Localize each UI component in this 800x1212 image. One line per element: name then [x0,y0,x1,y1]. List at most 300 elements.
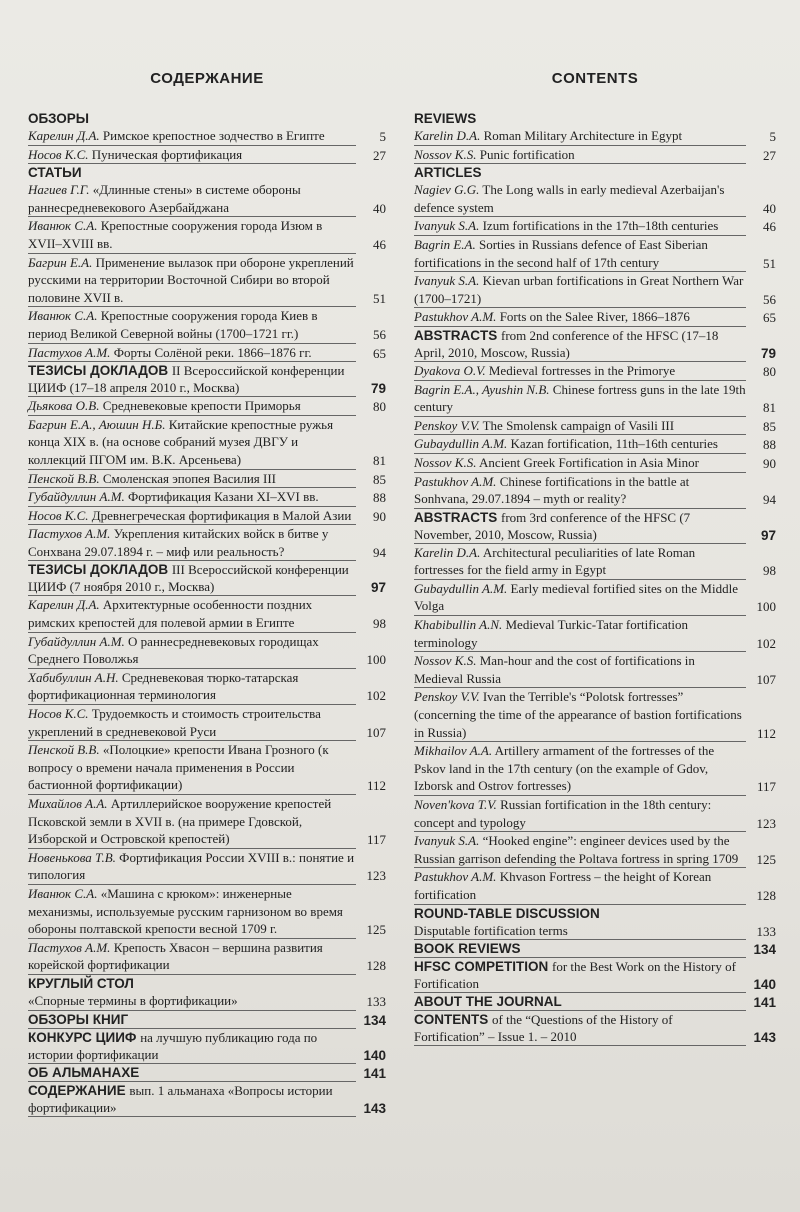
entry-title: Крепостные сооружения города Изюм в XVII–XVIII вв. [28,218,323,251]
entry-author: Penskoy V.V. [414,689,480,705]
entry-text [28,488,356,507]
entry-title: Смоленская эпопея Василия III [102,470,277,486]
entry-author: Багрин Е.А. [28,254,93,270]
section-subtitle: of the “Questions of the History of Fortification” – Issue 1. – 2010 [414,1012,673,1045]
entry-author: Gubaydullin A.M. [414,580,508,596]
entry-title: Chinese fortifications in the battle at Sonhvana, 29.07.1894 – myth or reality? [414,473,690,507]
section-title: КРУГЛЫЙ СТОЛ [28,975,134,991]
page-number: 88 [763,437,776,453]
entry-author: Bagrin E.A. [414,236,476,252]
entry-title: Архитектурные особенности поздних римских крепостей для полевой армии в Египте [28,597,313,631]
entry-text [414,327,746,362]
section-title: ROUND-TABLE DISCUSSION [414,905,600,921]
entry-text [414,993,746,1011]
entry-text [28,164,386,181]
entry-text [28,561,356,596]
entry-title: О раннесредневековых городищах Среднего Поволжья [28,633,319,667]
entry-title: Sorties in Russians defence of East Siberian fortifications in the second half of 17th century [414,236,708,270]
entry-text [414,796,746,832]
entry-title: Medieval Turkic-Tatar fortification terminology [414,617,688,650]
section-heading [28,1011,386,1029]
entry-text [28,596,356,632]
entry-author: Karelin D.A. [414,128,481,143]
page-number: 85 [763,418,776,434]
toc-entry [28,669,386,705]
toc-entry [28,146,386,165]
page-number: 51 [763,255,776,271]
entry-title: The Long walls in early medieval Azerbaijan's defence system [414,182,725,215]
entry-title: Средневековая тюрко-татарская фортификационная терминология [28,669,299,703]
entry-text [414,127,746,146]
section-heading [28,1029,386,1064]
toc-entry [28,741,386,795]
entry-text [414,217,746,236]
entry-text [414,473,746,509]
entry-title: Kievan urban fortifications in Great Northern War (1700–1721) [414,273,744,306]
page-number: 125 [366,922,386,938]
entry-title: Средневековые крепости Приморья [102,398,301,414]
entry-text [414,922,746,941]
page-number: 46 [373,236,386,252]
page-number: 80 [373,399,386,415]
entry-title: Римское крепостное зодчество в Египте [102,128,325,143]
page-number: 133 [756,923,776,939]
toc-entry [414,362,776,381]
toc-entry [28,939,386,975]
section-subtitle: from 3rd conference of the HFSC (7 November, 2010, Moscow, Russia) [414,509,691,542]
section-heading [28,362,386,397]
page-number: 128 [756,887,776,903]
entry-title: Крепостные сооружения города Киев в период Великой Северной войны (1700–1721 гг.) [28,308,318,341]
page-number: 90 [763,455,776,471]
section-heading [414,327,776,362]
entry-text [414,272,746,308]
entry-text [28,146,356,165]
page-number: 100 [756,599,776,615]
entry-text [414,688,746,742]
page-number: 140 [363,1047,386,1063]
page-number: 85 [373,471,386,487]
entry-author: Михайлов А.А. [28,796,108,811]
page-number: 81 [763,400,776,416]
page-number: 97 [370,580,386,596]
page-number: 94 [373,544,386,560]
section-heading [28,110,386,127]
toc-entry [28,525,386,561]
page-number: 112 [366,778,386,794]
toc-entry [28,633,386,669]
page-number: 107 [756,671,776,687]
section-subtitle: III Всероссийской конференции ЦИИФ (7 ноября 2010 г., Москва) [28,562,349,595]
entry-text [28,416,356,470]
entry-title: “Hooked engine”: engineer devices used by the Russian garrison defending the Poltava fortress in spring 1709 [414,833,739,866]
entry-text [28,1011,356,1029]
section-heading [28,1082,386,1117]
toc-entry [28,596,386,632]
entry-title: Пуническая фортификация [91,146,243,162]
entry-text [28,795,356,849]
entry-author: Пенской В.В. [28,470,100,486]
entry-text [28,1064,356,1082]
entry-text [414,580,746,616]
section-title: ОБЗОРЫ [28,111,90,126]
entry-text [414,832,746,868]
section-heading [414,993,776,1011]
entry-title: Ancient Greek Fortification in Asia Minor [479,454,699,470]
toc-entry [414,832,776,868]
entry-title: Китайские крепостные ружья конца XIX в. (на основе собраний музея ДВГУ и коллекций ПГОМ им. В.К. Арсеньева) [28,416,334,467]
entry-author: Иванюк С.А. [28,218,98,234]
toc-entry [414,742,776,796]
entry-text [28,849,356,885]
section-title: BOOK REVIEWS [414,941,521,957]
entry-text [28,885,356,939]
toc-entry [28,885,386,939]
page-number: 79 [370,381,386,397]
entry-author: Pastukhov A.M. [414,869,497,885]
entry-text [414,110,776,127]
toc-entry [28,849,386,885]
page-number: 65 [763,310,776,326]
contents-column-english [414,70,776,1046]
page-number: 100 [366,652,386,668]
toc-entry [414,580,776,616]
toc-entry [28,127,386,146]
page-number: 133 [366,993,386,1009]
entry-title: Punic fortification [479,146,575,162]
toc-entry [28,344,386,363]
entry-text [414,308,746,327]
toc-entry [28,307,386,343]
section-title: СОДЕРЖАНИЕ [28,1082,126,1098]
entry-text [28,470,356,489]
section-heading [414,1011,776,1046]
entry-author: Gubaydullin A.M. [414,436,508,452]
entry-author: Ivanyuk S.A. [414,273,480,289]
toc-entry [28,488,386,507]
page-number: 56 [763,291,776,307]
toc-entry [414,544,776,580]
entry-author: Nossov K.S. [414,146,477,162]
entry-text [28,939,356,975]
section-subtitle: II Всероссийской конференции ЦИИФ (17–18 апреля 2010 г., Москва) [28,363,345,396]
entry-author: Nossov K.S. [414,653,477,669]
page-number: 40 [373,200,386,216]
section-heading [414,958,776,993]
page-number: 143 [753,1030,776,1046]
section-title: ABSTRACTS [414,509,498,525]
entry-text [414,544,746,580]
entry-author: Karelin D.A. [414,544,481,560]
entry-author: Губайдуллин А.М. [28,489,125,505]
entry-title: Russian fortification in the 18th century: concept and typology [414,797,712,830]
toc-entry [28,992,386,1011]
page-number: 141 [753,995,776,1011]
section-title: ОБ АЛЬМАНАХЕ [28,1064,140,1080]
entry-title: Medieval fortresses in the Primorye [488,362,676,378]
entry-title: Artillery armament of the fortresses of the Pskov land in the 17th century (on the example of Gdov, Izborsk and Ostrov fortresses) [414,743,715,794]
entry-title: Architectural peculiarities of late Roman fortresses for the field army in Egypt [414,544,696,578]
entry-text [28,254,356,308]
section-title: CONTENTS [414,1012,489,1028]
toc-entry [414,381,776,417]
toc-entry [414,652,776,688]
entry-text [414,940,746,958]
entry-text [414,146,746,165]
entry-title: Древнегреческая фортификация в Малой Азии [91,507,352,523]
entry-text [414,616,746,652]
page-number: 143 [363,1100,386,1116]
entry-author: Дьякова О.В. [28,398,100,414]
entry-text [414,454,746,473]
entry-title: Forts on the Salee River, 1866–1876 [499,309,690,325]
page-number: 123 [756,815,776,831]
section-heading [414,940,776,958]
entry-text [28,110,386,127]
entry-title: «Машина с крюком»: инженерные механизмы, используемые русским гарнизоном во время обороны полтавской крепости весной 1709 г. [28,885,343,937]
entry-title: The Smolensk campaign of Vasili III [482,417,675,433]
toc-entry [414,181,776,217]
page-number: 112 [756,725,776,741]
section-heading [414,110,776,127]
page-number: 27 [373,147,386,163]
section-subtitle: for the Best Work on the History of Fortification [414,959,736,992]
entry-author: Карелин Д.А. [28,597,100,613]
entry-text [28,181,356,217]
entry-text [414,905,776,922]
toc-entry [414,127,776,146]
toc-entry [28,705,386,741]
column-title: СОДЕРЖАНИЕ [150,70,264,87]
entry-text [414,435,746,454]
entry-author: Pastukhov A.M. [414,309,497,325]
entry-text [414,509,746,544]
page-number: 98 [763,563,776,579]
section-heading [28,164,386,181]
entry-title: Трудоемкость и стоимость строительства укреплений в средневековой Руси [28,706,321,739]
entry-text [414,652,746,688]
entry-author: Иванюк С.А. [28,308,98,324]
entry-author: Khabibullin A.N. [414,617,503,633]
entry-text [414,417,746,436]
page-number: 27 [763,147,776,163]
entry-author: Пастухов А.М. [28,526,111,542]
section-subtitle: вып. 1 альманаха «Вопросы истории фортификации» [28,1082,333,1115]
entry-text [28,633,356,669]
toc-entry [28,416,386,470]
page-number: 117 [366,832,386,848]
entry-text [414,164,776,181]
entry-text [28,362,356,397]
section-title: ABSTRACTS [414,327,498,343]
entry-title: Ivan the Terrible's “Polotsk fortresses” (concerning the time of the appearance of bastion fortifications in Russia) [414,689,742,740]
entry-author: Носов К.С. [28,507,89,523]
section-heading [28,561,386,596]
entry-author: Пастухов А.М. [28,939,111,955]
toc-entry [414,236,776,272]
entry-text [28,992,356,1011]
section-heading [414,164,776,181]
page-number: 5 [379,129,386,144]
toc-entry [28,254,386,308]
column-title: CONTENTS [551,70,639,87]
toc-entry [414,435,776,454]
entry-author: Карелин Д.А. [28,128,100,143]
entry-text [28,344,356,363]
section-title: ОБЗОРЫ КНИГ [28,1011,129,1027]
page-number: 79 [760,345,776,361]
entry-author: Nossov K.S. [414,454,477,470]
toc-entry [414,272,776,308]
entry-title: Chinese fortress guns in the late 19th century [414,381,746,415]
entry-author: Пенской В.В. [28,742,100,758]
entry-title: Артиллерийское вооружение крепостей Псковской земли в XVII в. (на примере Гдовской, Изборской и Островской крепостей) [28,796,332,847]
entry-text [28,1082,356,1117]
entry-title: Izum fortifications in the 17th–18th centuries [482,218,719,234]
entry-text [28,507,356,526]
section-title: REVIEWS [414,111,477,126]
entry-author: Penskoy V.V. [414,417,480,433]
contents-column-russian [28,70,386,1117]
entry-author: Носов К.С. [28,706,89,722]
entry-title: «Спорные термины в фортификации» [28,992,238,1008]
entry-author: Dyakova O.V. [414,362,486,378]
toc-entry [414,308,776,327]
page-number: 46 [763,219,776,235]
entry-title: Крепость Хвасон – вершина развития корейской фортификации [28,939,323,973]
entry-text [414,1011,746,1046]
entry-title: Disputable fortification terms [414,922,568,938]
entry-text [28,669,356,705]
page-number: 141 [363,1065,386,1081]
entry-text [414,181,746,217]
entry-text [414,742,746,796]
entry-author: Noven'kova T.V. [414,797,497,812]
page-number: 125 [756,851,776,867]
entry-text [414,868,746,904]
section-heading [28,1064,386,1082]
entry-author: Новенькова Т.В. [28,849,116,865]
entry-author: Ivanyuk S.A. [414,833,480,849]
toc-entry [28,507,386,526]
entry-text [28,525,356,561]
entry-title: Roman Military Architecture in Egypt [483,128,683,143]
entry-text [414,958,746,993]
entry-title: «Длинные стены» в системе обороны раннесредневекового Азербайджана [28,182,301,215]
page-number: 94 [763,492,776,508]
toc-entry [28,181,386,217]
entry-author: Губайдуллин А.М. [28,633,125,649]
entry-text [28,217,356,253]
entry-text [28,397,356,416]
toc-list [28,110,386,1117]
page-number: 5 [769,129,776,144]
entry-author: Bagrin E.A., Ayushin N.B. [414,381,550,397]
entry-title: Khvason Fortress – the height of Korean fortification [414,869,712,902]
toc-entry [28,470,386,489]
page-number: 90 [373,508,386,524]
page-number: 117 [756,779,776,795]
section-title: ТЕЗИСЫ ДОКЛАДОВ [28,562,169,578]
page-number: 56 [373,326,386,342]
section-heading [414,509,776,544]
section-title: ABOUT THE JOURNAL [414,994,562,1010]
entry-text [28,307,356,343]
toc-entry [414,146,776,165]
page-number: 128 [366,958,386,974]
entry-text [414,362,746,381]
section-title: HFSC COMPETITION [414,959,549,975]
section-title: СТАТЬИ [28,165,82,181]
entry-author: Багрин Е.А., Аюшин Н.Б. [28,416,166,432]
entry-author: Pastukhov A.M. [414,473,497,489]
entry-author: Пастухов А.М. [28,344,111,360]
toc-entry [414,217,776,236]
entry-author: Нагиев Г.Г. [28,182,90,198]
entry-author: Хабибуллин А.Н. [28,669,119,685]
section-heading [414,905,776,922]
entry-title: «Полоцкие» крепости Ивана Грозного (к вопросу о времени начала применения в России бастионной фортификации) [28,742,329,793]
page-number: 123 [366,868,386,884]
entry-title: Фортификация Казани XI–XVI вв. [128,489,319,505]
page-number: 51 [373,290,386,306]
section-heading [28,975,386,992]
page-number: 102 [366,688,386,704]
toc-entry [28,217,386,253]
section-subtitle: from 2nd conference of the HFSC (17–18 April, 2010, Moscow, Russia) [414,327,719,360]
section-title: ARTICLES [414,165,482,181]
page-number: 80 [763,363,776,379]
entry-author: Иванюк С.А. [28,885,98,901]
toc-entry [414,417,776,436]
toc-entry [414,868,776,904]
entry-title: Укрепления китайских войск в битве у Сонхвана 29.07.1894 г. – миф или реальность? [28,526,329,559]
entry-text [28,741,356,795]
entry-text [28,127,356,146]
page-number: 40 [763,200,776,216]
entry-text [28,705,356,741]
toc-list [414,110,776,1046]
section-title: КОНКУРС ЦИИФ [28,1029,137,1045]
entry-author: Ivanyuk S.A. [414,218,480,234]
toc-entry [414,454,776,473]
toc-entry [28,795,386,849]
entry-title: Фортификация России XVIII в.: понятие и типология [28,849,355,883]
page-number: 65 [373,345,386,361]
page-number: 97 [760,527,776,543]
page-number: 98 [373,616,386,632]
page-number: 107 [366,724,386,740]
page-number: 88 [373,490,386,506]
entry-title: Форты Солёной реки. 1866–1876 гг. [113,344,312,360]
page-number: 81 [373,452,386,468]
entry-text [28,975,386,992]
section-subtitle: на лучшую публикацию года по истории фортификации [28,1029,318,1062]
entry-text [28,1029,356,1064]
toc-entry [28,397,386,416]
entry-text [414,381,746,417]
toc-entry [414,796,776,832]
page-number: 134 [363,1012,386,1028]
entry-author: Nagiev G.G. [414,182,480,198]
page-number: 102 [756,635,776,651]
entry-title: Применение вылазок при обороне укреплений русскими на территории Восточной Сибири во второй половине XVII в. [28,254,354,305]
entry-title: Man-hour and the cost of fortifications in Medieval Russia [414,653,695,686]
entry-text [414,236,746,272]
toc-entry [414,688,776,742]
entry-title: Early medieval fortified sites on the Middle Volga [414,580,738,614]
entry-author: Носов К.С. [28,146,89,162]
